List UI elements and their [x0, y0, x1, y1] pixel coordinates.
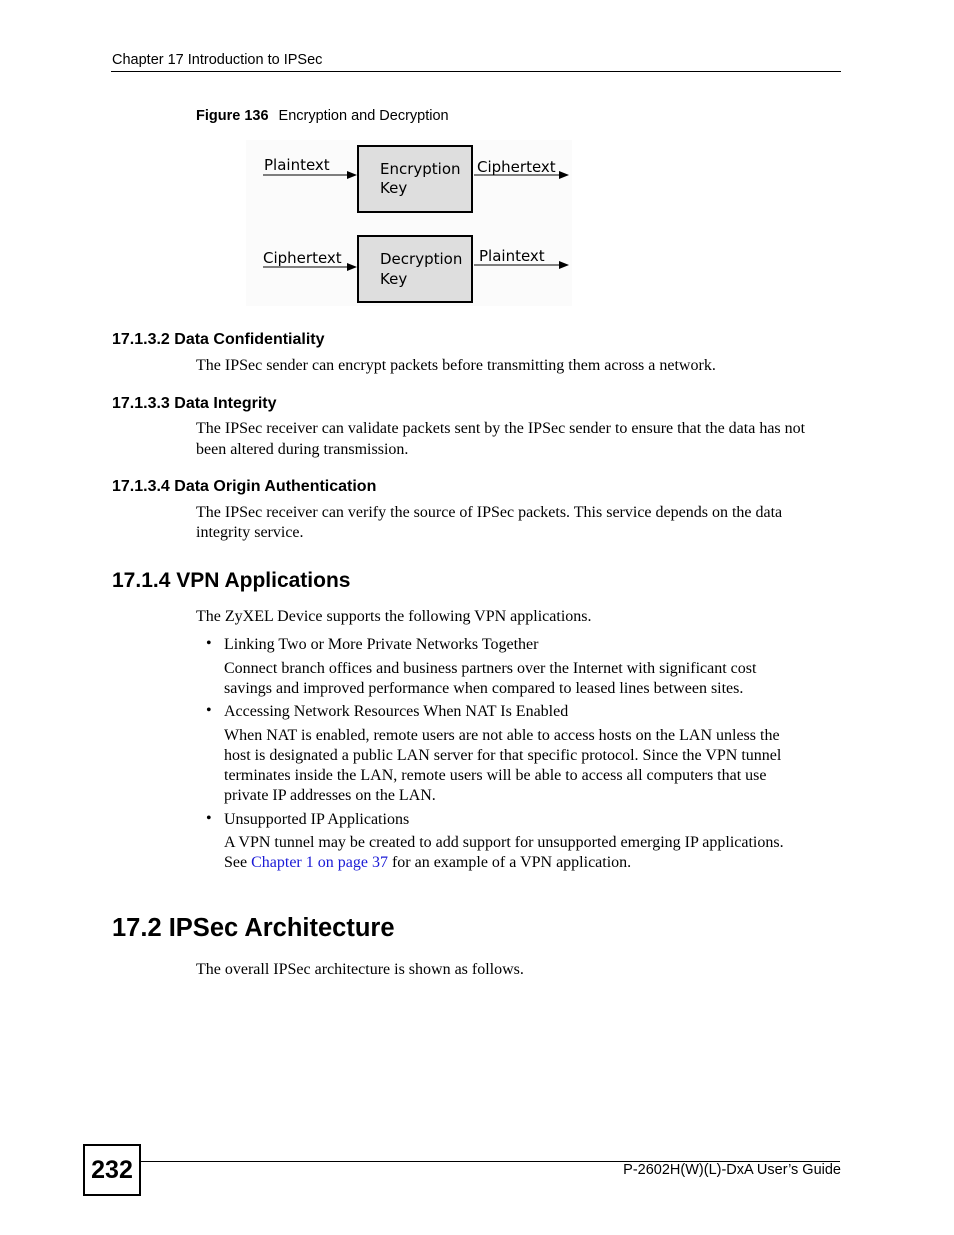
paragraph-data-integrity-line2: been altered during transmission. [196, 441, 409, 458]
decryption-box-line1: Decryption [380, 250, 463, 268]
encryption-box-line1: Encryption [380, 160, 461, 178]
bullet-title-nat-enabled: Accessing Network Resources When NAT Is Enabled [224, 703, 569, 720]
paragraph-data-confidentiality: The IPSec sender can encrypt packets before transmitting them across a network. [196, 357, 716, 374]
encryption-box-line2: Key [380, 179, 408, 197]
header-rule [111, 71, 841, 72]
bullet-marker: • [206, 635, 212, 652]
row2-input-label: Ciphertext [263, 249, 342, 267]
bullet-text-line: Connect branch offices and business partners over the Internet with significant cost [224, 660, 757, 677]
heading-vpn-applications: 17.1.4 VPN Applications [112, 569, 351, 592]
heading-data-integrity: 17.1.3.3 Data Integrity [112, 395, 277, 412]
encryption-decryption-diagram [246, 140, 572, 306]
bullet-title-linking-networks: Linking Two or More Private Networks Together [224, 636, 539, 653]
bullet-text-line: terminates inside the LAN, remote users will be able to access all computers that use [224, 767, 767, 784]
link-prefix: See [224, 854, 252, 871]
paragraph-data-origin-line2: integrity service. [196, 524, 304, 541]
bullet-text-line: A VPN tunnel may be created to add support for unsupported emerging IP applications. [224, 834, 784, 851]
paragraph-data-integrity-line1: The IPSec receiver can validate packets sent by the IPSec sender to ensure that the data has not [196, 420, 806, 437]
decryption-key-box [358, 236, 472, 302]
chapter-1-link[interactable]: Chapter 1 on page 37 [251, 854, 388, 871]
bullet-text-line-with-link [224, 853, 631, 874]
paragraph-vpn-intro: The ZyXEL Device supports the following VPN applications. [196, 608, 592, 625]
figure-caption [196, 108, 449, 124]
figure-label: Figure 136 [196, 108, 269, 124]
guide-title: P-2602H(W)(L)-DxA User’s Guide [623, 1162, 841, 1178]
bullet-text-line: When NAT is enabled, remote users are not able to access hosts on the LAN unless the [224, 727, 780, 744]
bullet-marker: • [206, 810, 212, 827]
heading-data-origin-authentication: 17.1.3.4 Data Origin Authentication [112, 478, 377, 495]
running-header: Chapter 17 Introduction to IPSec [112, 52, 323, 68]
row2-output-label: Plaintext [479, 247, 545, 265]
heading-data-confidentiality: 17.1.3.2 Data Confidentiality [112, 331, 325, 348]
page-number-box [83, 1144, 141, 1196]
paragraph-data-origin-line1: The IPSec receiver can verify the source of IPSec packets. This service depends on the data [196, 504, 783, 521]
paragraph-ipsec-architecture: The overall IPSec architecture is shown as follows. [196, 961, 524, 978]
row1-output-label: Ciphertext [477, 158, 556, 176]
heading-ipsec-architecture: 17.2 IPSec Architecture [112, 914, 395, 942]
page-number: 232 [91, 1155, 133, 1184]
bullet-marker: • [206, 702, 212, 719]
bullet-text-line: host is designated a public LAN server for that specific protocol. Since the VPN tunnel [224, 747, 782, 764]
decryption-box-line2: Key [380, 270, 408, 288]
row1-input-label: Plaintext [264, 156, 330, 174]
bullet-text-line: savings and improved performance when compared to leased lines between sites. [224, 680, 744, 697]
figure-title: Encryption and Decryption [278, 108, 449, 124]
link-suffix: for an example of a VPN application. [387, 854, 632, 871]
bullet-text-line: private IP addresses on the LAN. [224, 787, 436, 804]
encryption-key-box [358, 146, 472, 212]
bullet-title-unsupported-ip: Unsupported IP Applications [224, 811, 410, 828]
